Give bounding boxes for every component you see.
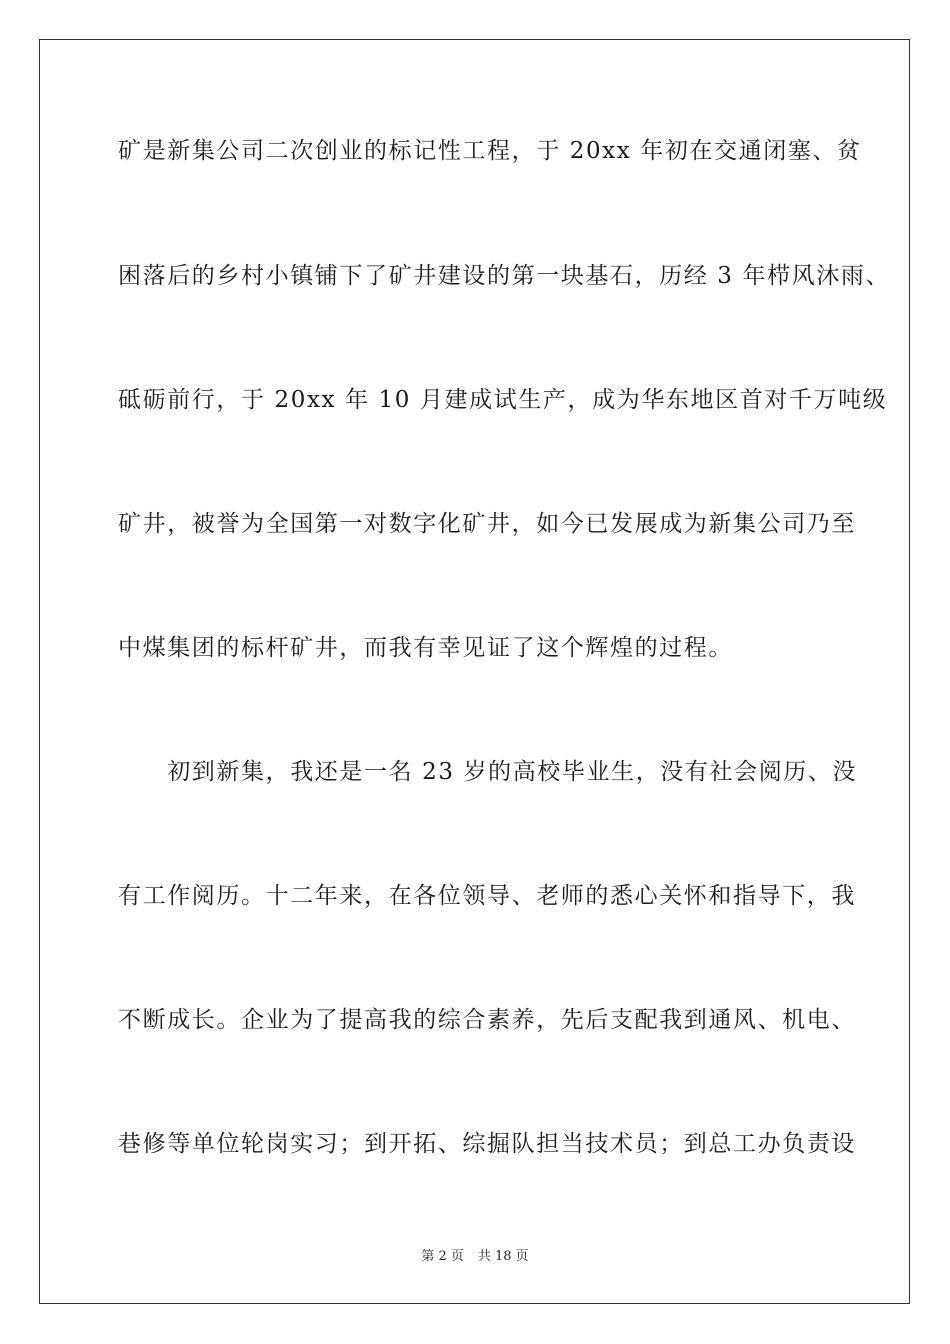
text-line: 矿是新集公司二次创业的标记性工程，于 20xx 年初在交通闭塞、贫 bbox=[118, 138, 862, 164]
text-line: 初到新集，我还是一名 23 岁的高校毕业生，没有社会阅历、没 bbox=[118, 759, 858, 785]
text-line: 困落后的乡村小镇铺下了矿井建设的第一块基石，历经 3 年栉风沐雨、 bbox=[118, 263, 891, 289]
text-line: 矿井，被誉为全国第一对数字化矿井，如今已发展成为新集公司乃至 bbox=[118, 511, 856, 537]
page-number: 第 2 页 bbox=[421, 1249, 464, 1264]
text-line: 有工作阅历。十二年来，在各位领导、老师的悉心关怀和指导下，我 bbox=[118, 883, 856, 909]
text-line: 不断成长。企业为了提高我的综合素养，先后支配我到通风、机电、 bbox=[118, 1007, 856, 1033]
page-footer bbox=[0, 1248, 950, 1266]
text-line: 中煤集团的标杆矿井，而我有幸见证了这个辉煌的过程。 bbox=[118, 635, 733, 661]
text-line: 砥砺前行，于 20xx 年 10 月建成试生产，成为华东地区首对千万吨级 bbox=[118, 387, 888, 413]
page-total: 共 18 页 bbox=[477, 1249, 529, 1264]
text-line: 巷修等单位轮岗实习；到开拓、综掘队担当技术员；到总工办负责设 bbox=[118, 1131, 856, 1157]
page-border bbox=[39, 39, 910, 1304]
